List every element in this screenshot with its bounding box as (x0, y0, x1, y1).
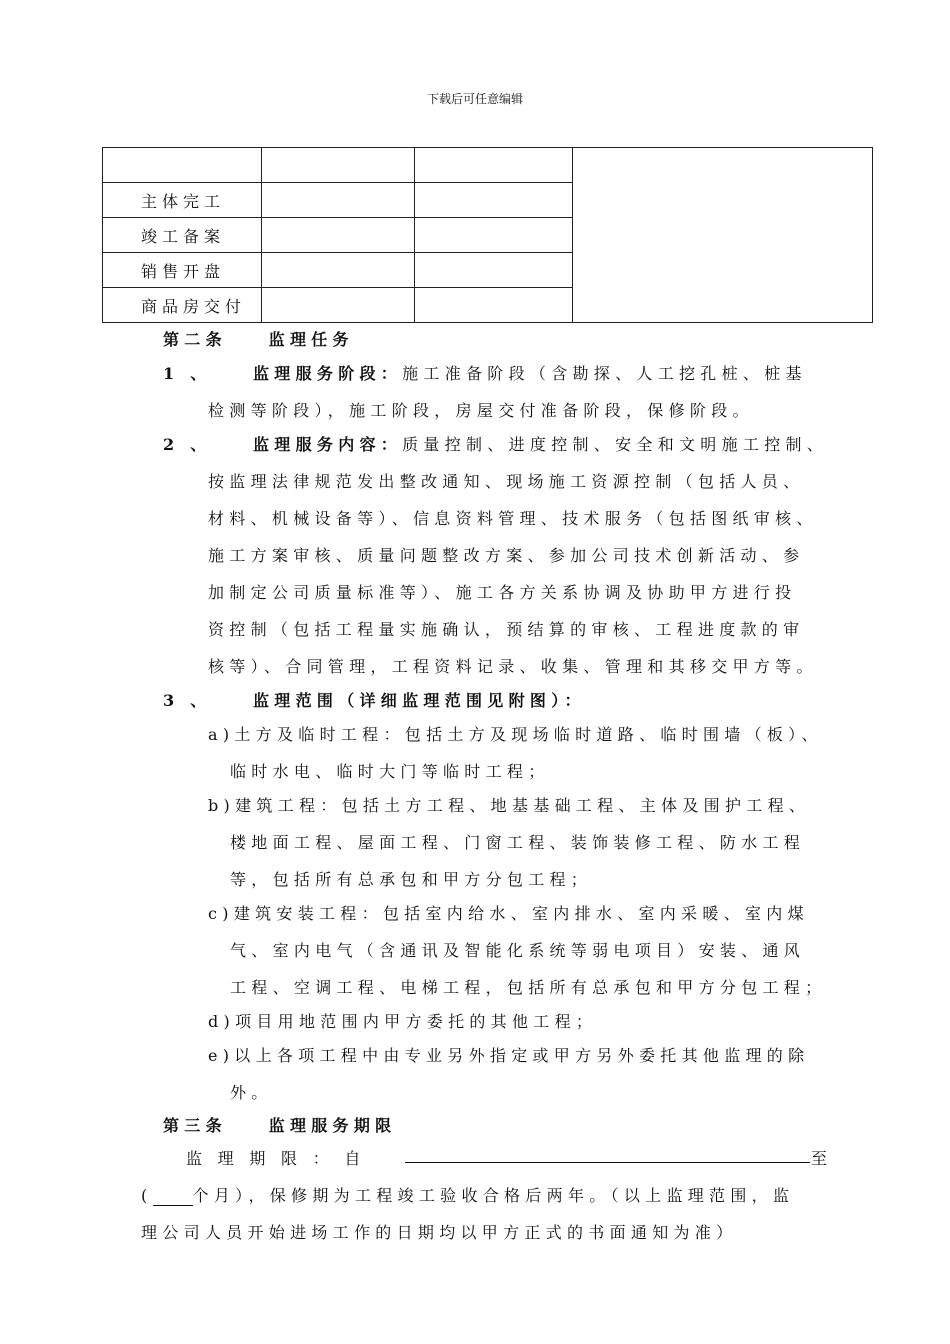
page-header: 下载后可任意编辑 (426, 92, 523, 106)
period-line3: 理公司人员开始进场工作的日期均以甲方正式的书面通知为准） (141, 1223, 738, 1242)
item1-line2: 检测等阶段），施工阶段，房屋交付准备阶段，保修阶段。 (208, 401, 754, 420)
table-cell (262, 253, 415, 288)
item2-text: 质量控制、进度控制、安全和文明施工控制、 (402, 435, 829, 454)
article3-heading (163, 1113, 396, 1136)
table-cell (262, 183, 415, 218)
table-cell: 竣工备案 (103, 218, 262, 253)
paren-open: ( (141, 1186, 153, 1205)
subitem-line: 临时水电、临时大门等临时工程； (230, 762, 550, 781)
schedule-table (102, 147, 873, 323)
article2-number: 第二条 (163, 330, 227, 349)
period-label: 监 理 期 限 ： 自 (186, 1149, 366, 1168)
item2-label: 监理服务内容： (253, 435, 403, 454)
item2-line: 施工方案审核、质量问题整改方案、参加公司技术创新活动、参 (208, 546, 805, 565)
subitem-line: 等，包括所有总承包和甲方分包工程； (230, 870, 593, 889)
item2-line: 按监理法律规范发出整改通知、现场施工资源控制（包括人员、 (208, 472, 805, 491)
item1-text: 施工准备阶段（含勘探、人工挖孔桩、桩基 (402, 364, 807, 383)
table-cell (415, 288, 573, 323)
table-cell (262, 148, 415, 183)
article2-heading (163, 327, 354, 350)
item2-line: 核等）、合同管理，工程资料记录、收集、管理和其移交甲方等。 (208, 657, 818, 676)
article3-number: 第三条 (163, 1116, 227, 1135)
subitem-line: 楼地面工程、屋面工程、门窗工程、装饰装修工程、防水工程 (230, 833, 806, 852)
subitem-line: d)项目用地范围内甲方委托的其他工程； (208, 1012, 598, 1031)
table-cell (415, 183, 573, 218)
item2-line1 (253, 432, 828, 455)
item2-line: 加制定公司质量标准等）、施工各方关系协调及协助甲方进行投 (208, 583, 797, 602)
subitem-line: 工程、空调工程、电梯工程，包括所有总承包和甲方分包工程； (230, 978, 827, 997)
item1-line1 (253, 361, 807, 384)
subitem-line: e)以上各项工程中由专业另外指定或甲方另外委托其他监理的除 (208, 1046, 810, 1065)
table-cell (415, 148, 573, 183)
subitem-line: c)建筑安装工程：包括室内给水、室内排水、室内采暖、室内煤 (208, 904, 809, 923)
table-cell (415, 218, 573, 253)
item2-line: 资控制（包括工程量实施确认，预结算的审核、工程进度款的审 (208, 620, 805, 639)
period-line2-text: 个月），保修期为工程竣工验收合格后两年。（以上监理范围，监 (192, 1186, 795, 1205)
months-blank (153, 1189, 193, 1206)
table-cell: 销售开盘 (103, 253, 262, 288)
period-start-blank (405, 1146, 810, 1163)
table-cell (262, 288, 415, 323)
table-cell-merged (573, 148, 873, 323)
item3-label: 监理范围（详细监理范围见附图）： (253, 691, 586, 710)
table-cell (103, 148, 262, 183)
table-cell: 主体完工 (103, 183, 262, 218)
article3-title: 监理服务期限 (268, 1116, 397, 1135)
item2-line: 材料、机械设备等）、信息资料管理、技术服务（包括图纸审核、 (208, 509, 818, 528)
subitem-line: b)建筑工程：包括土方工程、地基基础工程、主体及围护工程、 (208, 796, 811, 815)
table-cell: 商品房交付 (103, 288, 262, 323)
article2-title: 监理任务 (268, 330, 354, 349)
period-to: 至 (811, 1149, 833, 1168)
subitem-line: 外。 (230, 1083, 273, 1102)
subitem-line: 气、室内电气（含通讯及智能化系统等弱电项目）安装、通风 (230, 941, 806, 960)
table-row (103, 148, 873, 183)
item1-number: 1 、 (163, 364, 212, 383)
item2-number: 2 、 (163, 435, 212, 454)
item3-number: 3 、 (163, 691, 212, 710)
table-cell (262, 218, 415, 253)
item1-label: 监理服务阶段： (253, 364, 403, 383)
subitem-line: a)土方及临时工程：包括土方及现场临时道路、临时围墙（板）、 (208, 725, 823, 744)
table-cell (415, 253, 573, 288)
period-line2 (141, 1183, 794, 1206)
